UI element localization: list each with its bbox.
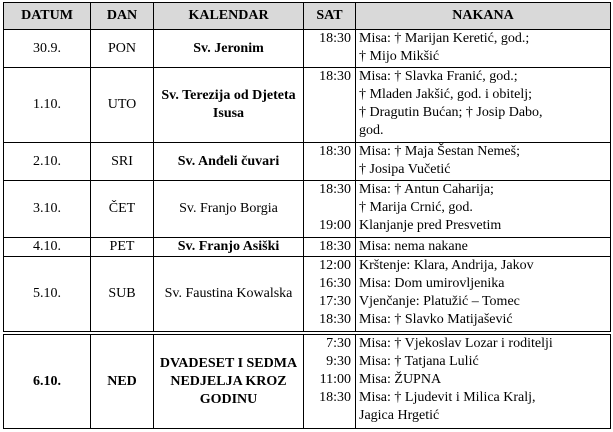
calendar-cell: Sv. Anđeli čuvari — [154, 143, 304, 181]
intention-line: Klanjanje pred Presvetim — [359, 218, 502, 234]
time-cell — [304, 181, 356, 238]
intention-line: Misa: † Antun Caharija; — [359, 182, 494, 198]
intention-line: † Mladen Jakšić, god. i obitelj; — [359, 87, 533, 103]
intention-line: Misa: † Slavko Matijašević — [359, 312, 513, 328]
day-cell: SRI — [91, 143, 154, 181]
day-cell: ČET — [91, 181, 154, 238]
time-line — [307, 199, 351, 217]
time-cell — [304, 68, 356, 143]
time-line: 18:30 — [319, 390, 351, 406]
time-line — [307, 86, 351, 104]
table-row — [4, 181, 611, 238]
intention-cell — [356, 30, 611, 68]
header-intention: NAKANA — [356, 3, 611, 30]
intention-cell — [356, 333, 611, 428]
intention-cell — [356, 257, 611, 334]
table-row — [4, 68, 611, 143]
calendar-cell: Sv. Faustina Kowalska — [154, 257, 304, 334]
intention-line: Misa: nema nakane — [359, 238, 468, 254]
table-row — [4, 143, 611, 181]
time-line — [307, 104, 351, 122]
mass-schedule-table — [3, 2, 611, 429]
time-line: 9:30 — [326, 354, 351, 370]
day-cell: NED — [91, 333, 154, 428]
time-line: 18:30 — [319, 238, 351, 254]
intention-line: Krštenje: Klara, Andrija, Jakov — [359, 258, 534, 274]
calendar-cell: DVADESET I SEDMA NEDJELJA KROZ GODINU — [154, 333, 304, 428]
day-cell: PET — [91, 237, 154, 257]
time-line: 18:30 — [319, 31, 351, 46]
intention-line: Misa: † Slavka Franić, god.; — [359, 69, 518, 85]
time-line — [307, 161, 351, 179]
date-cell: 5.10. — [4, 257, 91, 334]
time-line: 16:30 — [319, 276, 351, 292]
date-cell: 30.9. — [4, 30, 91, 68]
intention-line: † Josipa Vučetić — [359, 162, 451, 178]
intention-line: † Dragutin Bućan; † Josip Dabo, — [359, 105, 543, 121]
time-line — [307, 48, 351, 66]
intention-line: Misa: † Tatjana Lulić — [359, 354, 479, 370]
time-cell — [304, 237, 356, 257]
table-row — [4, 333, 611, 428]
header-calendar: KALENDAR — [154, 3, 304, 30]
day-cell: UTO — [91, 68, 154, 143]
date-cell: 2.10. — [4, 143, 91, 181]
table-row — [4, 30, 611, 68]
intention-cell — [356, 237, 611, 257]
time-line — [307, 407, 351, 425]
intention-cell — [356, 143, 611, 181]
intention-line: god. — [359, 123, 384, 139]
intention-line: Misa: † Vjekoslav Lozar i roditelji — [359, 336, 553, 352]
intention-line: Misa: Dom umirovljenika — [359, 276, 505, 292]
date-cell: 4.10. — [4, 237, 91, 257]
time-line: 17:30 — [319, 294, 351, 310]
header-date: DATUM — [4, 3, 91, 30]
time-line — [307, 122, 351, 140]
table-header-row — [4, 3, 611, 30]
table-row — [4, 257, 611, 334]
calendar-cell: Sv. Franjo Borgia — [154, 181, 304, 238]
time-line: 11:00 — [319, 372, 351, 388]
calendar-cell: Sv. Jeronim — [154, 30, 304, 68]
time-cell — [304, 30, 356, 68]
date-cell: 6.10. — [4, 333, 91, 428]
time-line: 19:00 — [319, 218, 351, 234]
header-day: DAN — [91, 3, 154, 30]
time-line: 18:30 — [319, 182, 351, 198]
time-line: 18:30 — [319, 312, 351, 328]
time-cell — [304, 333, 356, 428]
time-cell — [304, 257, 356, 334]
intention-line: Misa: † Maja Šestan Nemeš; — [359, 144, 520, 160]
table-row — [4, 237, 611, 257]
day-cell: PON — [91, 30, 154, 68]
time-line: 7:30 — [326, 336, 351, 352]
intention-line: Misa: † Marijan Keretić, god.; — [359, 31, 530, 46]
calendar-cell: Sv. Terezija od Djeteta Isusa — [154, 68, 304, 143]
date-cell: 3.10. — [4, 181, 91, 238]
intention-line: Misa: ŽUPNA — [359, 372, 442, 388]
time-line: 18:30 — [319, 144, 351, 160]
intention-line: † Mijo Mikšić — [359, 49, 440, 64]
date-cell: 1.10. — [4, 68, 91, 143]
time-line: 12:00 — [319, 258, 351, 274]
time-line: 18:30 — [319, 69, 351, 85]
intention-cell — [356, 181, 611, 238]
intention-line: † Marija Crnić, god. — [359, 200, 473, 216]
calendar-cell: Sv. Franjo Asiški — [154, 237, 304, 257]
time-cell — [304, 143, 356, 181]
intention-line: Misa: † Ljudevit i Milica Kralj, — [359, 390, 536, 406]
intention-cell — [356, 68, 611, 143]
intention-line: Jagica Hrgetić — [359, 408, 440, 424]
intention-line: Vjenčanje: Platužić – Tomec — [359, 294, 520, 310]
header-time: SAT — [304, 3, 356, 30]
day-cell: SUB — [91, 257, 154, 334]
